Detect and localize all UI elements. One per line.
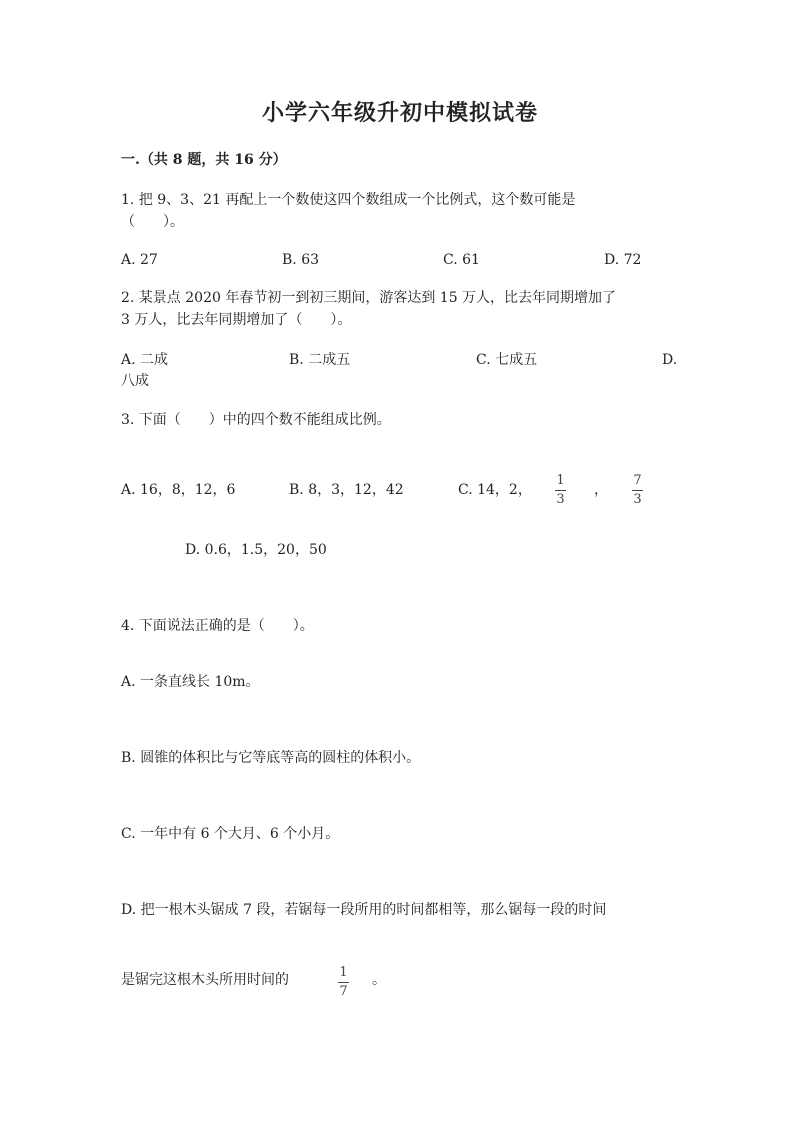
- question-1-option-c[interactable]: C. 61: [443, 252, 480, 268]
- question-2-stem-line-2: 3 万人，比去年同期增加了（ ）。: [121, 312, 352, 328]
- fraction-numerator: 7: [633, 473, 642, 488]
- question-3-option-d[interactable]: D. 0.6，1.5，20，50: [185, 542, 327, 558]
- question-3-option-a[interactable]: A. 16，8，12，6: [121, 482, 236, 498]
- question-4-option-a[interactable]: A. 一条直线长 10m。: [121, 674, 260, 690]
- question-3-option-c[interactable]: C. 14，2，: [458, 482, 532, 498]
- question-1-stem-line-2: （ ）。: [121, 214, 184, 230]
- question-4-option-d-end: 。: [372, 972, 386, 988]
- fraction-denominator: 3: [633, 492, 642, 507]
- fraction-numerator: 1: [556, 473, 565, 488]
- question-1-option-b[interactable]: B. 63: [282, 252, 320, 268]
- fraction-bar: [632, 490, 643, 491]
- question-1-option-a[interactable]: A. 27: [121, 252, 158, 268]
- question-3-stem: 3. 下面（ ）中的四个数不能组成比例。: [121, 412, 391, 428]
- question-2-option-c[interactable]: C. 七成五: [476, 352, 538, 368]
- question-3-fraction-7-3: [632, 474, 643, 507]
- question-2-stem-line-1: 2. 某景点 2020 年春节初一到初三期间，游客达到 15 万人，比去年同期增加了: [121, 290, 617, 306]
- question-2-option-d-text[interactable]: 八成: [121, 373, 149, 389]
- section-header: 一.（共 8 题，共 16 分）: [121, 152, 287, 168]
- question-2-option-a[interactable]: A. 二成: [121, 352, 169, 368]
- question-4-option-d-line-2[interactable]: 是锯完这根木头所用时间的: [121, 972, 289, 988]
- question-3-option-b[interactable]: B. 8，3，12，42: [289, 482, 404, 498]
- question-3-fraction-1-3: [555, 474, 566, 507]
- question-4-option-d-line-1[interactable]: D. 把一根木头锯成 7 段，若锯每一段所用的时间都相等，那么锯每一段的时间: [121, 902, 607, 918]
- fraction-denominator: 3: [556, 492, 565, 507]
- question-4-stem: 4. 下面说法正确的是（ ）。: [121, 618, 314, 634]
- question-1-stem-line-1: 1. 把 9、3、21 再配上一个数使这四个数组成一个比例式，这个数可能是: [121, 192, 576, 208]
- question-1-option-d[interactable]: D. 72: [604, 252, 642, 268]
- fraction-numerator: 1: [339, 965, 348, 980]
- fraction-denominator: 7: [339, 984, 348, 999]
- question-4-option-c[interactable]: C. 一年中有 6 个大月、6 个小月。: [121, 826, 340, 842]
- question-2-option-d-label[interactable]: D.: [662, 352, 678, 368]
- question-2-option-b[interactable]: B. 二成五: [289, 352, 351, 368]
- question-4-fraction-1-7: [338, 966, 349, 999]
- page-title: 小学六年级升初中模拟试卷: [261, 100, 538, 126]
- fraction-bar: [338, 982, 349, 983]
- fraction-bar: [555, 490, 566, 491]
- question-3-option-c-separator: ，: [594, 482, 608, 498]
- question-4-option-b[interactable]: B. 圆锥的体积比与它等底等高的圆柱的体积小。: [121, 750, 421, 766]
